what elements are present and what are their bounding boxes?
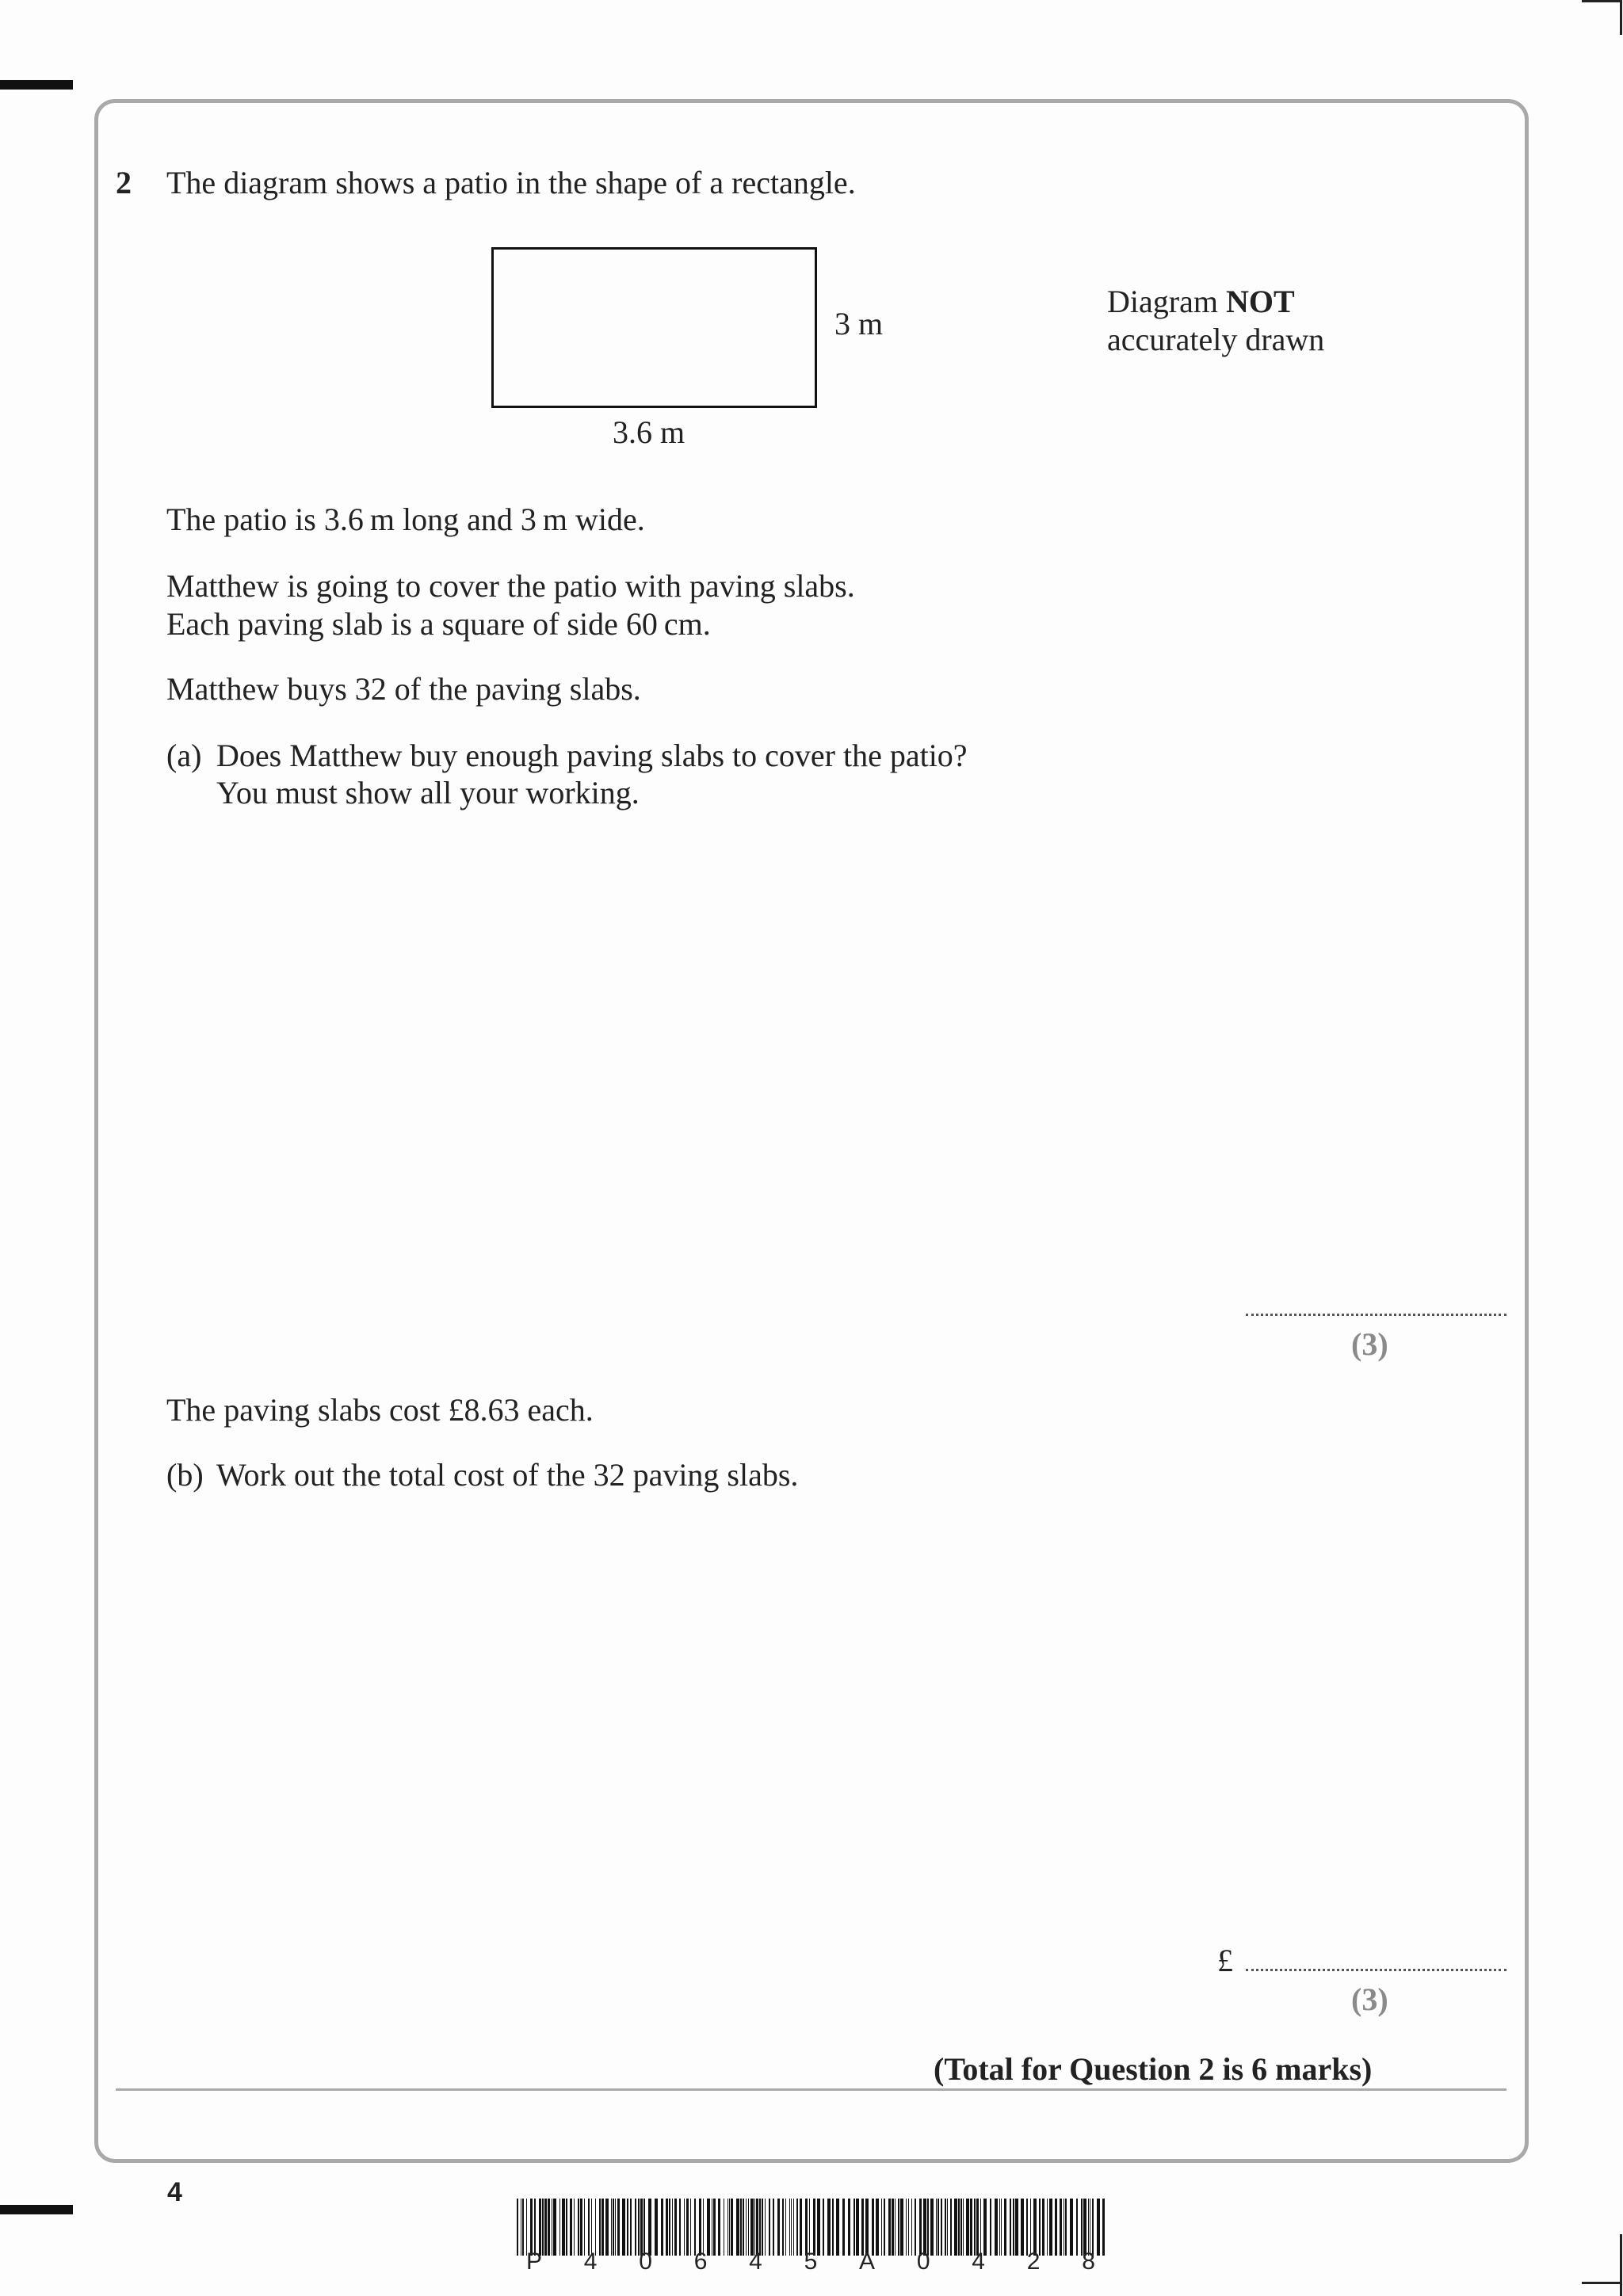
part-b-marks: (3) [1351, 1981, 1388, 2017]
barcode-bar [638, 2199, 640, 2256]
barcode-bar [906, 2199, 907, 2256]
diagram-note-prefix: Diagram [1107, 284, 1226, 319]
barcode-bar [754, 2199, 755, 2256]
barcode-bar [736, 2199, 739, 2256]
barcode-bar [517, 2199, 518, 2256]
barcode-bar [635, 2199, 636, 2256]
paving-text-1: Matthew is going to cover the patio with paving slabs. [166, 568, 855, 604]
barcode-digit: 0 [639, 2248, 652, 2275]
barcode-bar [936, 2199, 937, 2256]
barcode-bar [800, 2199, 802, 2256]
part-a-instruction: You must show all your working. [216, 775, 640, 810]
part-a-question: Does Matthew buy enough paving slabs to cover the patio? [216, 738, 968, 773]
barcode-bar [672, 2199, 673, 2256]
barcode-bar [756, 2199, 758, 2256]
barcode-bar [1060, 2199, 1062, 2256]
barcode-bar [960, 2199, 962, 2256]
barcode-bar [1102, 2199, 1105, 2256]
barcode-bar [1083, 2199, 1086, 2256]
barcode-bar [842, 2199, 845, 2256]
patio-length-label: 3.6 m [613, 414, 685, 450]
currency-symbol: £ [1217, 1943, 1233, 1978]
barcode-bar [980, 2199, 981, 2256]
barcode-bar [911, 2199, 912, 2256]
barcode-bar [976, 2199, 979, 2256]
barcode-bar [791, 2199, 792, 2256]
barcode-bar [1097, 2199, 1100, 2256]
barcode-bar [836, 2199, 839, 2256]
barcode-digit: 6 [693, 2248, 708, 2275]
margin-mark-bottom [0, 2205, 73, 2214]
question-intro: The diagram shows a patio in the shape of a rectangle. [166, 165, 856, 200]
barcode-bar [848, 2199, 850, 2256]
patio-width-label: 3 m [834, 306, 884, 341]
barcode-bar [703, 2199, 704, 2256]
barcode-bar [950, 2199, 952, 2256]
cost-statement: The paving slabs cost £8.63 each. [166, 1392, 594, 1428]
barcode-bar [1088, 2199, 1089, 2256]
barcode-bar [809, 2199, 810, 2256]
barcode-bar [900, 2199, 903, 2256]
barcode-bar [888, 2199, 891, 2256]
crop-mark-top-vertical [1620, 0, 1622, 35]
barcode-bar [817, 2199, 820, 2256]
barcode-bar [1015, 2199, 1018, 2256]
purchase-text: Matthew buys 32 of the paving slabs. [166, 671, 641, 707]
barcode-bar [789, 2199, 790, 2256]
barcode-digit: 4 [972, 2248, 985, 2275]
barcode-bar [876, 2199, 879, 2256]
barcode-bar [999, 2199, 1000, 2256]
barcode-bar [927, 2199, 929, 2256]
barcode-bar [854, 2199, 855, 2256]
barcode-bar [578, 2199, 579, 2256]
question-total: (Total for Question 2 is 6 marks) [934, 2051, 1373, 2087]
barcode-bar [686, 2199, 689, 2256]
part-a-answer-line[interactable] [1246, 1314, 1507, 1316]
barcode-bar [746, 2199, 747, 2256]
barcode-digits [517, 2248, 1105, 2283]
barcode-bar [566, 2199, 567, 2256]
barcode-bar [727, 2199, 728, 2256]
barcode-bar [773, 2199, 774, 2256]
barcode-bar [750, 2199, 754, 2256]
barcode-bar [611, 2199, 612, 2256]
part-a-label: (a) [166, 738, 202, 773]
barcode-bar [601, 2199, 604, 2256]
barcode-digit: 2 [1026, 2248, 1041, 2275]
barcode-bar [1013, 2199, 1014, 2256]
question-number: 2 [116, 165, 132, 200]
barcode-bar [522, 2199, 524, 2256]
barcode-bar [947, 2199, 948, 2256]
barcode-bar [694, 2199, 696, 2256]
barcode-bar [954, 2199, 957, 2256]
barcode-bar [553, 2199, 556, 2256]
barcode-bar [796, 2199, 798, 2256]
part-b-question: Work out the total cost of the 32 paving slabs. [216, 1457, 799, 1493]
barcode-bar [1081, 2199, 1083, 2256]
barcode-bar [588, 2199, 590, 2256]
barcode-bar [584, 2199, 585, 2256]
part-a-marks: (3) [1351, 1326, 1388, 1362]
barcode-bar [945, 2199, 946, 2256]
page-number: 4 [167, 2177, 182, 2207]
barcode-digit: A [859, 2248, 876, 2275]
barcode-bar [762, 2199, 763, 2256]
barcode-bar [872, 2199, 874, 2256]
diagram-note [1107, 283, 1295, 321]
part-b-answer-line[interactable] [1246, 1969, 1507, 1971]
barcode-bar [884, 2199, 885, 2256]
barcode-bar [1055, 2199, 1057, 2256]
barcode-bar [630, 2199, 632, 2256]
barcode-bar [748, 2199, 749, 2256]
barcode-bar [666, 2199, 668, 2256]
crop-mark-bottom-horizontal [1582, 2282, 1622, 2284]
barcode-digit: 0 [916, 2248, 930, 2275]
barcode-digit: 4 [749, 2248, 762, 2275]
barcode-bar [580, 2199, 582, 2256]
barcode-bar [559, 2199, 560, 2256]
question-box [94, 99, 1529, 2163]
barcode-bar [731, 2199, 733, 2256]
barcode-digit: 8 [1082, 2248, 1095, 2275]
barcode-bar [813, 2199, 815, 2256]
patio-rectangle [491, 247, 817, 408]
barcode-bar [699, 2199, 701, 2256]
barcode-bar [713, 2199, 716, 2256]
barcode-bar [1021, 2199, 1024, 2256]
barcode-bar [548, 2199, 550, 2256]
barcode-bar [970, 2199, 972, 2256]
barcode-bar [881, 2199, 882, 2256]
barcode-bar [534, 2199, 536, 2256]
barcode-bar [908, 2199, 909, 2256]
barcode-bar [805, 2199, 808, 2256]
barcode-bar [898, 2199, 899, 2256]
barcode-bar [544, 2199, 547, 2256]
barcode-bar [1004, 2199, 1006, 2256]
barcode-bar [1076, 2199, 1078, 2256]
barcode-bar [983, 2199, 987, 2256]
barcode-bar [777, 2199, 780, 2256]
barcode-bar [759, 2199, 761, 2256]
barcode-bar [640, 2199, 643, 2256]
total-rule [116, 2088, 1507, 2091]
barcode-bar [1026, 2199, 1028, 2256]
barcode-bar [570, 2199, 572, 2256]
barcode-bar [591, 2199, 592, 2256]
barcode-bar [740, 2199, 742, 2256]
barcode-digit: P [526, 2248, 543, 2275]
barcode-bar [769, 2199, 770, 2256]
part-b-label: (b) [166, 1457, 204, 1493]
diagram-note-bold: NOT [1225, 284, 1295, 319]
barcode-bar [684, 2199, 685, 2256]
margin-mark-top [0, 80, 73, 90]
barcode-bar [743, 2199, 744, 2256]
barcode-bar [938, 2199, 939, 2256]
barcode-bar [605, 2199, 609, 2256]
barcode-bar [1092, 2199, 1094, 2256]
barcode [517, 2199, 1105, 2256]
barcode-bar [661, 2199, 663, 2256]
barcode-bar [963, 2199, 964, 2256]
barcode-bar [526, 2199, 527, 2256]
barcode-bar [729, 2199, 730, 2256]
barcode-bar [707, 2199, 710, 2256]
barcode-bar [542, 2199, 544, 2256]
barcode-bar [958, 2199, 960, 2256]
barcode-bar [1030, 2199, 1031, 2256]
barcode-bar [941, 2199, 942, 2256]
barcode-bar [643, 2199, 645, 2256]
barcode-bar [718, 2199, 720, 2256]
barcode-bar [648, 2199, 651, 2256]
barcode-bar [995, 2199, 998, 2256]
barcode-bar [615, 2199, 616, 2256]
barcode-bar [966, 2199, 969, 2256]
barcode-digit: 5 [804, 2248, 818, 2275]
barcode-bar [1065, 2199, 1067, 2256]
barcode-bar [1039, 2199, 1041, 2256]
barcode-bar [1010, 2199, 1011, 2256]
barcode-bar [895, 2199, 896, 2256]
barcode-bar [599, 2199, 601, 2256]
barcode-bar [1070, 2199, 1073, 2256]
barcode-digit: 4 [583, 2248, 598, 2275]
barcode-bar [1049, 2199, 1052, 2256]
barcode-bar [892, 2199, 894, 2256]
barcode-bar [1033, 2199, 1037, 2256]
barcode-bar [627, 2199, 628, 2256]
patio-dimensions-text: The patio is 3.6 m long and 3 m wide. [166, 502, 645, 537]
barcode-bar [595, 2199, 596, 2256]
barcode-bar [919, 2199, 922, 2256]
crop-mark-bottom-vertical [1620, 2234, 1622, 2296]
barcode-bar [793, 2199, 794, 2256]
barcode-bar [990, 2199, 991, 2256]
barcode-bar [915, 2199, 916, 2256]
barcode-bar [974, 2199, 976, 2256]
barcode-bar [1047, 2199, 1048, 2256]
barcode-bar [865, 2199, 869, 2256]
barcode-bar [679, 2199, 681, 2256]
barcode-bar [539, 2199, 541, 2256]
barcode-bar [655, 2199, 658, 2256]
barcode-bar [861, 2199, 864, 2256]
barcode-bar [617, 2199, 620, 2256]
barcode-bar [622, 2199, 625, 2256]
barcode-bar [832, 2199, 834, 2256]
barcode-bar [674, 2199, 677, 2256]
barcode-bar [530, 2199, 533, 2256]
barcode-bar [690, 2199, 691, 2256]
barcode-bar [669, 2199, 670, 2256]
barcode-bar [856, 2199, 859, 2256]
barcode-bar [785, 2199, 786, 2256]
barcode-bar [1042, 2199, 1044, 2256]
barcode-bar [930, 2199, 934, 2256]
barcode-bar [823, 2199, 824, 2256]
barcode-bar [782, 2199, 784, 2256]
barcode-bar [765, 2199, 766, 2256]
barcode-bar [923, 2199, 926, 2256]
barcode-bar [613, 2199, 614, 2256]
paving-text-2: Each paving slab is a square of side 60 cm. [166, 606, 711, 642]
barcode-bar [562, 2199, 565, 2256]
crop-mark-top-horizontal [1582, 0, 1622, 2]
barcode-bar [574, 2199, 575, 2256]
diagram-note-line2: accurately drawn [1107, 322, 1325, 357]
barcode-bar [827, 2199, 831, 2256]
barcode-bar [1001, 2199, 1002, 2256]
